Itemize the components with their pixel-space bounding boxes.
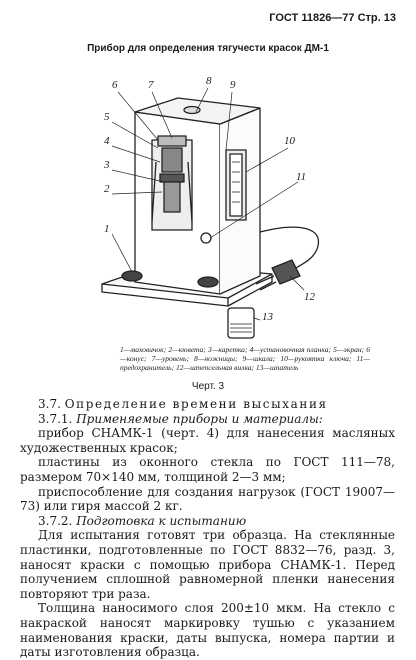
figure-label: Черт. 3 bbox=[191, 381, 225, 392]
callout-1: 1 bbox=[104, 223, 110, 235]
level bbox=[184, 107, 200, 114]
callout-5: 5 bbox=[104, 111, 110, 123]
fuse bbox=[201, 233, 211, 243]
list-item: приспособление для создания нагрузок (ГОСТ 19007—73) или гиря массой 2 кг. bbox=[20, 484, 395, 514]
plug bbox=[272, 260, 300, 284]
callout-9: 9 bbox=[230, 79, 236, 91]
section-3-7-2: 3.7.2. Подготовка к испытанию bbox=[38, 513, 247, 528]
paragraph: Толщина наносимого слоя 200±10 мкм. На стекло с накраской наносят маркировку тушью с указанием наименования краски, даты выпуска, номера партии и даты изготовления образца. bbox=[20, 601, 395, 660]
scale bbox=[230, 154, 242, 216]
callout-2: 2 bbox=[104, 183, 110, 195]
section-3-7: 3.7. Определение времени высыхания bbox=[38, 397, 328, 411]
callout-4: 4 bbox=[104, 135, 110, 147]
device-illustration bbox=[60, 62, 360, 352]
body-text bbox=[20, 397, 395, 660]
callout-8: 8 bbox=[206, 75, 212, 87]
paragraph: Для испытания готовят три образца. На стеклянные пластинки, подготовленные по ГОСТ 8832—76, разд. 3, наносят краски с помощью прибора СНАМК-1. Перед получением сплошной равномерной пленки нанесения повторяют три раза. bbox=[20, 528, 395, 601]
knob-right bbox=[198, 277, 218, 287]
list-item: пластины из оконного стекла по ГОСТ 111—78, размером 70×140 мм, толщиной 2—3 мм; bbox=[20, 455, 395, 484]
device-drawing bbox=[60, 62, 360, 352]
callout-12: 12 bbox=[304, 291, 315, 303]
figure-caption: 1—маховичок; 2—кювета; 3—каретка; 4—установочная планка; 5—экран; 6—конус; 7—уровень; 8—ножницы; 9—шкала; 10—рукоятка ключа; 11—предохранитель; 12—штепсельная вилка; 13—шпатель bbox=[120, 345, 370, 372]
callout-6: 6 bbox=[112, 79, 118, 91]
knob-left bbox=[122, 271, 142, 281]
callout-7: 7 bbox=[148, 79, 154, 91]
callout-11: 11 bbox=[296, 171, 307, 183]
callout-3: 3 bbox=[104, 159, 110, 171]
section-3-7-1: 3.7.1. Применяемые приборы и материалы: bbox=[38, 411, 323, 426]
callout-10: 10 bbox=[284, 135, 295, 147]
figure-title: Прибор для определения тягучести красок ДМ-1 bbox=[87, 43, 329, 54]
list-item: прибор СНАМК-1 (черт. 4) для нанесения масляных художественных красок; bbox=[20, 426, 395, 455]
carriage bbox=[164, 182, 180, 212]
page-header: ГОСТ 11826—77 Стр. 13 bbox=[269, 12, 396, 24]
callout-13: 13 bbox=[262, 311, 273, 323]
spatula bbox=[228, 308, 254, 338]
